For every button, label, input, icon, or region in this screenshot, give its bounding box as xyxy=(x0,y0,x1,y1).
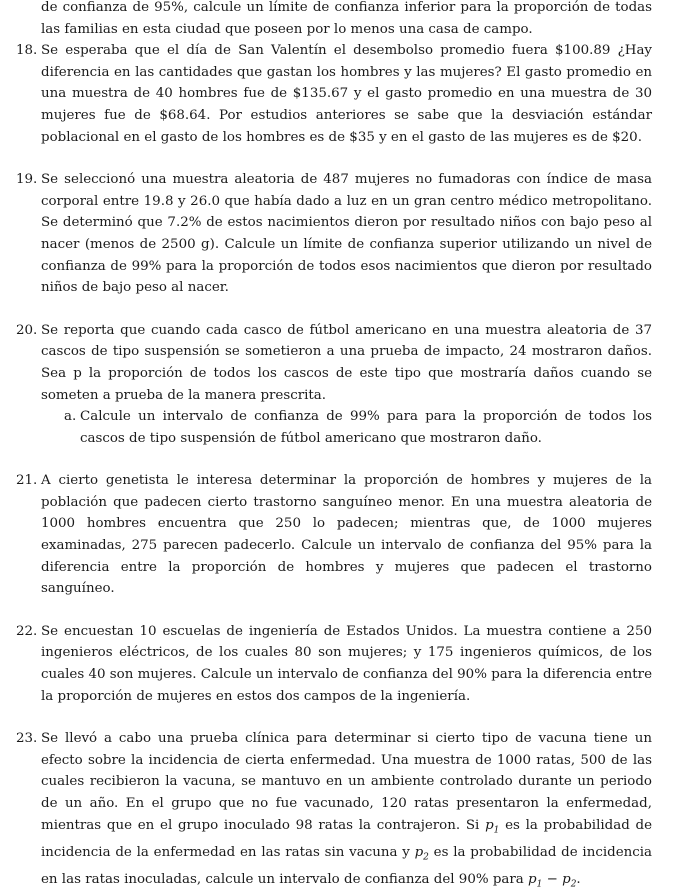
problem-text: Se encuestan 10 escuelas de ingeniería de Estados Unidos. La muestra contiene a 250 ingenieros eléctricos, de los cuales 80 son mujeres; y 175 ingenieros químicos, de los cuales 40 son mujeres. Calcule un intervalo de confianza del 90% para la diferencia entre la proporción de mujeres en estos dos campos de la ingeniería. xyxy=(41,623,652,704)
problem-22 xyxy=(16,621,652,707)
continuation-text: de confianza de 95%, calcule un límite de confianza inferior para la proporción de todas las familias en esta ciudad que poseen por lo menos una casa de campo. xyxy=(41,0,652,37)
problem-text: Se seleccionó una muestra aleatoria de 487 mujeres no fumadoras con índice de masa corporal entre 19.8 y 26.0 que había dado a luz en un gran centro médico metropolitano. Se determinó que 7.2% de estos nacimientos dieron por resultado niños con bajo peso al nacer (menos de 2500 g). Calcule un límite de confianza superior utilizando un nivel de confianza de 99% para la proporción de todos esos nacimientos que dieron por resultado niños de bajo peso al nacer. xyxy=(41,172,652,296)
var-p1: $p_1$ xyxy=(485,817,500,836)
subitem-label: a. xyxy=(64,409,77,425)
problem-text-part-a: Se llevó a cabo una prueba clínica para determinar si cierto tipo de vacuna tiene un efecto sobre la incidencia de cierta enfermedad. Una muestra de 1000 ratas, 500 de las cuales recibieron la vacuna, se mantuvo en un ambiente controlado durante un periodo de un año. En el grupo que no fue vacunado, 120 ratas presentaron la enfermedad, mientras que en el grupo inoculado 98 ratas la contrajeron. Si xyxy=(41,731,652,833)
problem-number: 21. xyxy=(16,473,38,489)
problem-19 xyxy=(16,169,652,299)
problem-23 xyxy=(16,728,652,896)
problem-18 xyxy=(16,40,652,148)
problem-21 xyxy=(16,470,652,600)
problem-number: 22. xyxy=(16,623,38,639)
problem-text: Se esperaba que el día de San Valentín el desembolso promedio fuera $100.89 ¿Hay diferencia en las cantidades que gastan los hombres y las mujeres? El gasto promedio en una muestra de 40 hombres fue de $135.67 y el gasto promedio en una muestra de 30 mujeres fue de $68.64. Por estudios anteriores se sabe que la desviación estándar poblacional en el gasto de los hombres es de $35 y en el gasto de las mujeres es de $20. xyxy=(41,43,652,145)
problem-number: 19. xyxy=(16,172,38,188)
problem-text: Se reporta que cuando cada casco de fútbol americano en una muestra aleatoria de 37 cascos de tipo suspensión se sometieron a una prueba de impacto, 24 mostraron daños. Sea p la proporción de todos los cascos de este tipo que mostraría daños cuando se someten a prueba de la manera prescrita. xyxy=(41,322,652,403)
problem-text-part-b: es la probabilidad de incidencia de la enfermedad en las ratas sin vacuna y xyxy=(41,817,652,860)
problem-number: 23. xyxy=(16,731,38,747)
problem-text: A cierto genetista le interesa determinar la proporción de hombres y mujeres de la población que padecen cierto trastorno sanguíneo menor. En una muestra aleatoria de 1000 hombres encuentra que 250 lo padecen; mientras que, de 1000 mujeres examinadas, 275 parecen padecerlo. Calcule un intervalo de confianza del 95% para la diferencia entre la proporción de hombres y mujeres que padecen el trastorno sanguíneo. xyxy=(41,473,652,597)
difference-expression: $p_1 - p_2$. xyxy=(528,872,581,890)
var-p2: $p_2$ xyxy=(414,844,429,863)
subitem-text: Calcule un intervalo de confianza de 99% para para la proporción de todos los cascos de tipo suspensión de fútbol americano que mostraron daño. xyxy=(80,409,652,446)
problem-20 xyxy=(16,320,652,406)
problem-20-subitem-a xyxy=(16,406,652,449)
problem-number: 20. xyxy=(16,322,38,338)
problem-number: 18. xyxy=(16,43,38,59)
problem-text-part-c: es la probabilidad de incidencia en las ratas inoculadas, calcule un intervalo de confianza del 90% para xyxy=(41,844,653,888)
